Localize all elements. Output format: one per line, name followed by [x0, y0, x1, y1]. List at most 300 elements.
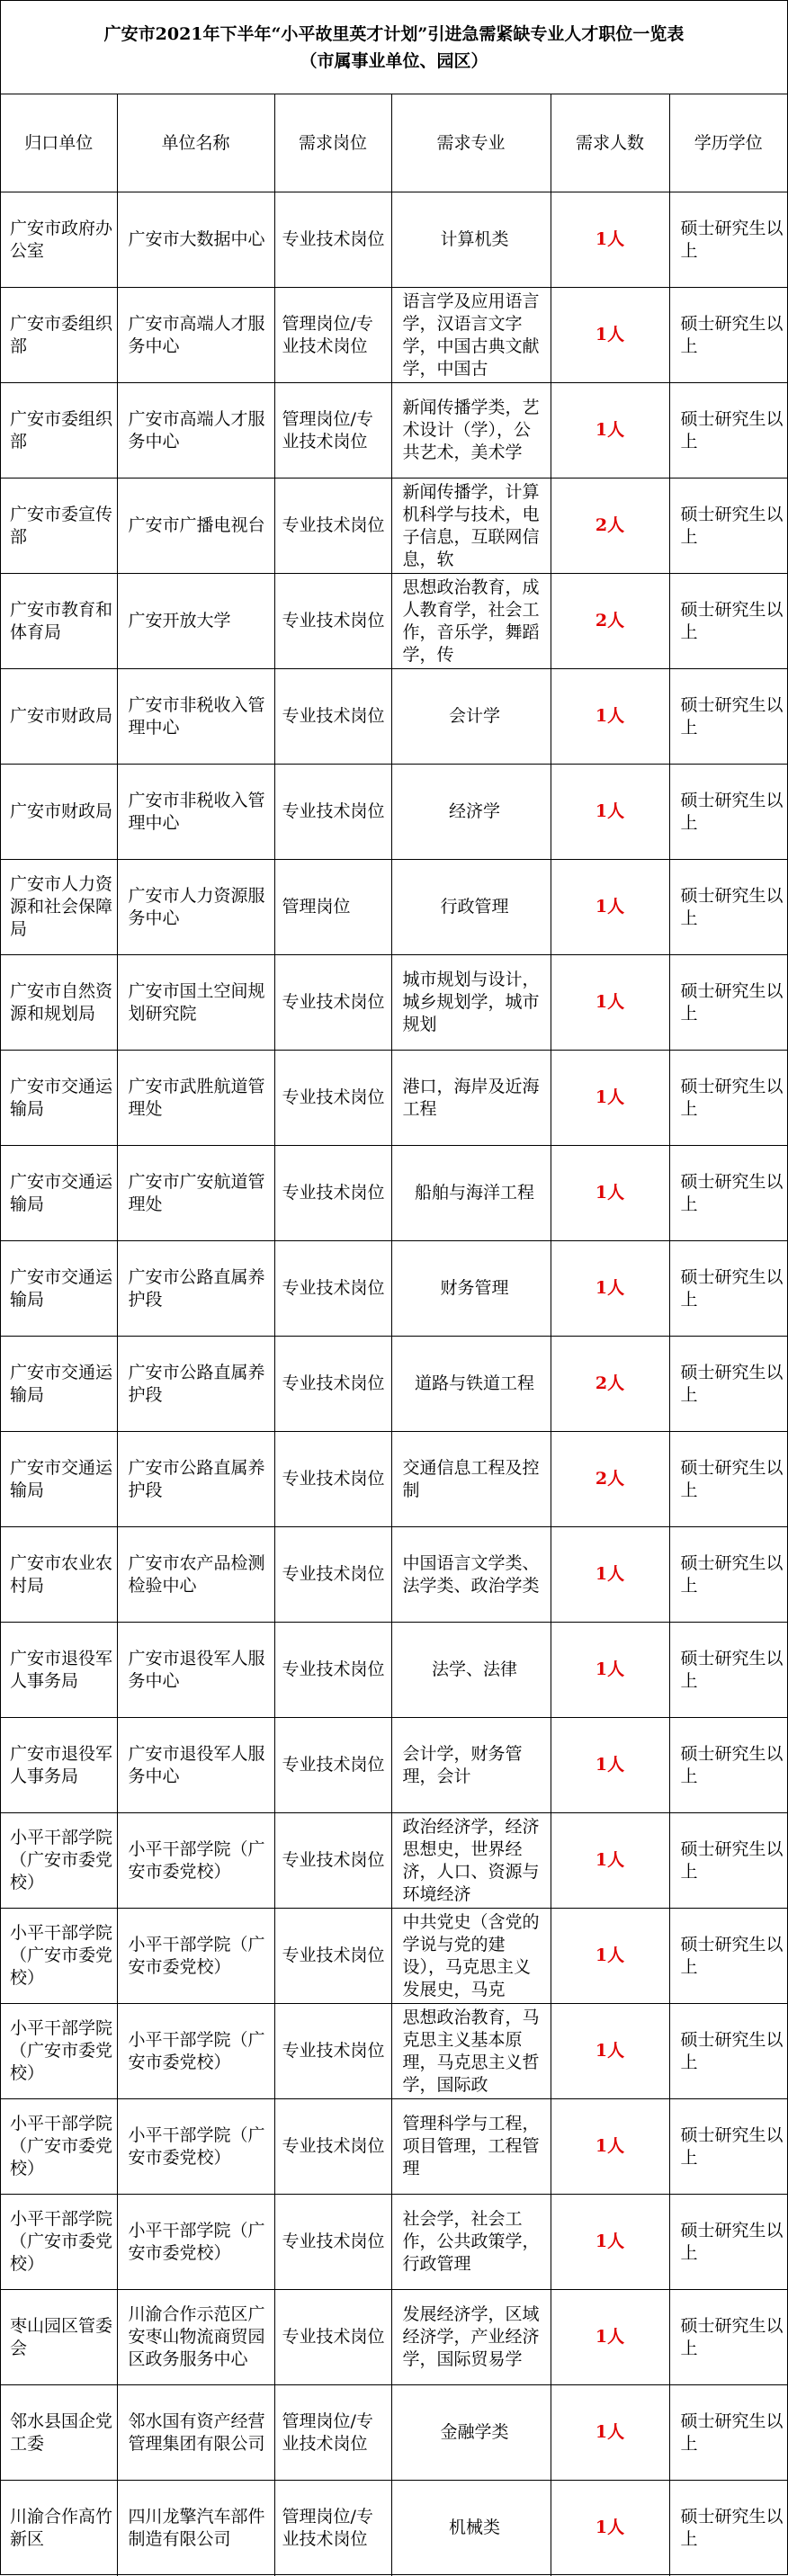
- count-cell-text: 1人: [595, 992, 625, 1012]
- position-cell-text: 专业技术岗位: [282, 229, 385, 249]
- table-row: [1, 2290, 787, 2385]
- major-cell: [391, 1051, 551, 1146]
- count-cell-text: 2人: [595, 515, 625, 535]
- unit-cell: [1, 383, 117, 479]
- count-cell-text: 1人: [595, 1278, 625, 1298]
- major-cell-text: 交通信息工程及控制: [402, 1457, 540, 1500]
- education-cell: [669, 1146, 787, 1241]
- unit-cell-text: 小平干部学院（广安市委党校）: [10, 2018, 113, 2083]
- unit-cell: [1, 574, 117, 669]
- unit-cell-text: 广安市教育和体育局: [10, 599, 113, 642]
- table-row: [1, 1146, 787, 1241]
- unit-name-cell: [117, 1241, 274, 1337]
- education-cell-text: 硕士研究生以上: [680, 1648, 784, 1691]
- education-cell: [669, 2481, 787, 2576]
- count-cell-text: 2人: [595, 1469, 625, 1489]
- unit-name-cell-text: 广安开放大学: [128, 611, 231, 631]
- unit-name-cell-text: 广安市武胜航道管理处: [128, 1076, 265, 1119]
- education-cell-text: 硕士研究生以上: [680, 2411, 784, 2454]
- education-cell: [669, 1718, 787, 1813]
- position-cell-text: 专业技术岗位: [282, 706, 385, 726]
- count-cell-text: 1人: [595, 325, 625, 344]
- count-cell: [551, 2099, 669, 2195]
- count-cell: [551, 2481, 669, 2576]
- education-cell: [669, 765, 787, 860]
- unit-cell-text: 广安市农业农村局: [10, 1552, 113, 1596]
- position-cell: [274, 1146, 391, 1241]
- position-cell: [274, 1813, 391, 1909]
- major-cell-text: 行政管理: [440, 897, 509, 917]
- unit-cell: [1, 955, 117, 1051]
- position-cell-text: 专业技术岗位: [282, 1564, 385, 1584]
- unit-name-cell: [117, 1623, 274, 1718]
- table-row: [1, 479, 787, 574]
- unit-cell: [1, 479, 117, 574]
- unit-cell: [1, 2195, 117, 2290]
- header-cell: 单位名称: [117, 94, 274, 192]
- major-cell-text: 语言学及应用语言学，汉语言文字学，中国古典文献学，中国古: [402, 291, 540, 379]
- major-cell: [391, 2290, 551, 2385]
- count-cell-text: 1人: [595, 2136, 625, 2156]
- position-cell-text: 专业技术岗位: [282, 1755, 385, 1775]
- unit-name-cell: [117, 955, 274, 1051]
- unit-cell-text: 广安市政府办公室: [10, 218, 113, 261]
- major-cell-text: 政治经济学，经济思想史，世界经济，人口、资源与环境经济: [402, 1816, 540, 1904]
- unit-cell: [1, 192, 117, 288]
- position-cell-text: 专业技术岗位: [282, 1469, 385, 1489]
- unit-name-cell-text: 川渝合作示范区广安枣山物流商贸园区政务服务中心: [128, 2304, 265, 2369]
- education-cell-text: 硕士研究生以上: [680, 599, 784, 642]
- position-cell: [274, 1623, 391, 1718]
- education-cell: [669, 479, 787, 574]
- position-cell: [274, 1241, 391, 1337]
- count-cell-text: 1人: [595, 706, 625, 726]
- position-cell-text: 专业技术岗位: [282, 801, 385, 821]
- education-cell-text: 硕士研究生以上: [680, 504, 784, 547]
- major-cell-text: 船舶与海洋工程: [414, 1183, 534, 1203]
- unit-cell-text: 小平干部学院（广安市委党校）: [10, 2209, 113, 2274]
- count-cell-text: 1人: [595, 1659, 625, 1679]
- major-cell: [391, 192, 551, 288]
- unit-name-cell-text: 广安市广安航道管理处: [128, 1171, 265, 1214]
- position-cell-text: 专业技术岗位: [282, 2041, 385, 2061]
- table-row: [1, 860, 787, 955]
- position-cell: [274, 2385, 391, 2481]
- title-line-1: 广安市2021年下半年“小平故里英才计划”引进急需紧缺专业人才职位一览表: [103, 23, 685, 44]
- table-row: [1, 955, 787, 1051]
- count-cell-text: 2人: [595, 611, 625, 631]
- education-cell-text: 硕士研究生以上: [680, 980, 784, 1024]
- unit-cell-text: 广安市人力资源和社会保障局: [10, 874, 113, 939]
- header-cell: 需求岗位: [274, 94, 391, 192]
- position-cell: [274, 2481, 391, 2576]
- education-cell-text: 硕士研究生以上: [680, 1552, 784, 1596]
- major-cell: [391, 1146, 551, 1241]
- education-cell: [669, 1337, 787, 1432]
- count-cell: [551, 383, 669, 479]
- major-cell: [391, 1337, 551, 1432]
- header-row: [1, 94, 787, 192]
- unit-cell: [1, 669, 117, 765]
- unit-name-cell: [117, 669, 274, 765]
- position-cell: [274, 192, 391, 288]
- major-cell-text: 新闻传播学，计算机科学与技术，电子信息，互联网信息，软: [402, 481, 540, 569]
- education-cell: [669, 1432, 787, 1527]
- count-cell-text: 1人: [595, 1564, 625, 1584]
- major-cell: [391, 574, 551, 669]
- unit-cell: [1, 2481, 117, 2576]
- count-cell: [551, 2004, 669, 2099]
- position-cell-text: 专业技术岗位: [282, 1278, 385, 1298]
- table-row: [1, 669, 787, 765]
- count-cell: [551, 1146, 669, 1241]
- education-cell: [669, 1623, 787, 1718]
- unit-name-cell-text: 小平干部学院（广安市委党校）: [128, 2029, 265, 2072]
- count-cell: [551, 574, 669, 669]
- major-cell-text: 港口，海岸及近海工程: [402, 1076, 540, 1119]
- position-cell: [274, 288, 391, 383]
- unit-name-cell-text: 小平干部学院（广安市委党校）: [128, 1934, 265, 1977]
- count-cell-text: 1人: [595, 229, 625, 249]
- unit-name-cell-text: 小平干部学院（广安市委党校）: [128, 2124, 265, 2168]
- count-cell: [551, 2385, 669, 2481]
- unit-name-cell-text: 广安市大数据中心: [128, 229, 265, 249]
- unit-name-cell: [117, 2004, 274, 2099]
- unit-cell: [1, 765, 117, 860]
- count-cell: [551, 860, 669, 955]
- unit-name-cell: [117, 2195, 274, 2290]
- major-cell-text: 社会学，社会工作，公共政策学，行政管理: [402, 2209, 540, 2274]
- header-cell: 需求专业: [391, 94, 551, 192]
- table-row: [1, 2195, 787, 2290]
- unit-name-cell: [117, 860, 274, 955]
- unit-cell: [1, 2099, 117, 2195]
- count-cell-text: 1人: [595, 1755, 625, 1775]
- count-cell-text: 1人: [595, 1087, 625, 1107]
- positions-table: [1, 94, 787, 2576]
- position-cell: [274, 1718, 391, 1813]
- unit-cell: [1, 1432, 117, 1527]
- count-cell-text: 1人: [595, 801, 625, 821]
- position-cell-text: 专业技术岗位: [282, 611, 385, 631]
- major-cell: [391, 479, 551, 574]
- count-cell: [551, 1909, 669, 2004]
- count-cell: [551, 1337, 669, 1432]
- unit-cell-text: 枣山园区管委会: [10, 2315, 113, 2358]
- unit-name-cell: [117, 2481, 274, 2576]
- table-row: [1, 765, 787, 860]
- unit-cell: [1, 2385, 117, 2481]
- position-cell: [274, 1527, 391, 1623]
- position-cell-text: 管理岗位: [282, 897, 351, 917]
- unit-cell: [1, 2290, 117, 2385]
- table-row: [1, 1813, 787, 1909]
- education-cell: [669, 1527, 787, 1623]
- unit-cell: [1, 1623, 117, 1718]
- position-cell-text: 专业技术岗位: [282, 515, 385, 535]
- table-row: [1, 1527, 787, 1623]
- unit-name-cell: [117, 1718, 274, 1813]
- table-row: [1, 1337, 787, 1432]
- unit-name-cell: [117, 1432, 274, 1527]
- header-cell: 学历学位: [669, 94, 787, 192]
- education-cell-text: 硕士研究生以上: [680, 2315, 784, 2358]
- unit-name-cell: [117, 2290, 274, 2385]
- major-cell: [391, 288, 551, 383]
- count-cell: [551, 1527, 669, 1623]
- count-cell-text: 1人: [595, 2327, 625, 2347]
- unit-name-cell-text: 小平干部学院（广安市委党校）: [128, 1838, 265, 1882]
- position-cell: [274, 1909, 391, 2004]
- unit-name-cell: [117, 1909, 274, 2004]
- unit-name-cell-text: 广安市非税收入管理中心: [128, 790, 265, 833]
- major-cell-text: 中共党史（含党的学说与党的建设），马克思主义发展史，马克: [402, 1911, 540, 1999]
- unit-cell: [1, 1718, 117, 1813]
- unit-cell: [1, 1146, 117, 1241]
- major-cell-text: 机械类: [448, 2518, 500, 2538]
- unit-name-cell-text: 广安市退役军人服务中心: [128, 1648, 265, 1691]
- unit-name-cell: [117, 383, 274, 479]
- position-cell-text: 专业技术岗位: [282, 1087, 385, 1107]
- position-cell-text: 专业技术岗位: [282, 1659, 385, 1679]
- major-cell: [391, 2004, 551, 2099]
- major-cell: [391, 383, 551, 479]
- unit-cell-text: 广安市交通运输局: [10, 1171, 113, 1214]
- education-cell: [669, 669, 787, 765]
- major-cell: [391, 1527, 551, 1623]
- unit-name-cell: [117, 1051, 274, 1146]
- unit-name-cell: [117, 1146, 274, 1241]
- major-cell-text: 计算机类: [440, 229, 509, 249]
- education-cell: [669, 2290, 787, 2385]
- unit-cell-text: 广安市交通运输局: [10, 1362, 113, 1405]
- count-cell-text: 1人: [595, 1945, 625, 1965]
- count-cell: [551, 1813, 669, 1909]
- education-cell-text: 硕士研究生以上: [680, 218, 784, 261]
- unit-cell-text: 邻水县国企党工委: [10, 2411, 113, 2454]
- position-cell: [274, 2099, 391, 2195]
- count-cell-text: 1人: [595, 1183, 625, 1203]
- table-row: [1, 2481, 787, 2576]
- count-cell: [551, 765, 669, 860]
- table-row: [1, 574, 787, 669]
- education-cell-text: 硕士研究生以上: [680, 313, 784, 356]
- major-cell: [391, 669, 551, 765]
- unit-name-cell: [117, 288, 274, 383]
- unit-cell: [1, 1527, 117, 1623]
- unit-cell: [1, 1813, 117, 1909]
- table-row: [1, 383, 787, 479]
- unit-name-cell-text: 广安市公路直属养护段: [128, 1266, 265, 1310]
- unit-cell-text: 广安市交通运输局: [10, 1076, 113, 1119]
- unit-name-cell-text: 广安市非税收入管理中心: [128, 694, 265, 738]
- major-cell-text: 经济学: [448, 801, 500, 821]
- education-cell: [669, 1241, 787, 1337]
- unit-cell: [1, 1241, 117, 1337]
- unit-cell-text: 广安市委组织部: [10, 313, 113, 356]
- unit-name-cell-text: 广安市公路直属养护段: [128, 1457, 265, 1500]
- table-row: [1, 1241, 787, 1337]
- unit-cell-text: 广安市财政局: [10, 801, 113, 821]
- education-cell-text: 硕士研究生以上: [680, 790, 784, 833]
- position-cell-text: 专业技术岗位: [282, 2136, 385, 2156]
- education-cell: [669, 1909, 787, 2004]
- table-row: [1, 2385, 787, 2481]
- education-cell: [669, 2004, 787, 2099]
- count-cell-text: 1人: [595, 2518, 625, 2538]
- major-cell-text: 发展经济学，区域经济学，产业经济学，国际贸易学: [402, 2304, 540, 2369]
- major-cell: [391, 1432, 551, 1527]
- major-cell: [391, 2385, 551, 2481]
- count-cell: [551, 1432, 669, 1527]
- unit-cell-text: 广安市退役军人事务局: [10, 1648, 113, 1691]
- major-cell: [391, 1718, 551, 1813]
- major-cell-text: 道路与铁道工程: [414, 1373, 534, 1393]
- unit-name-cell-text: 广安市农产品检测检验中心: [128, 1552, 265, 1596]
- unit-name-cell: [117, 192, 274, 288]
- major-cell: [391, 2481, 551, 2576]
- position-cell: [274, 479, 391, 574]
- major-cell: [391, 860, 551, 955]
- education-cell: [669, 1051, 787, 1146]
- unit-name-cell: [117, 2385, 274, 2481]
- position-cell: [274, 1337, 391, 1432]
- education-cell: [669, 2385, 787, 2481]
- major-cell-text: 财务管理: [440, 1278, 509, 1298]
- count-cell: [551, 288, 669, 383]
- major-cell-text: 新闻传播学类，艺术设计（学），公共艺术，美术学: [402, 398, 540, 462]
- position-cell-text: 专业技术岗位: [282, 2232, 385, 2251]
- major-cell: [391, 1909, 551, 2004]
- major-cell-text: 管理科学与工程，项目管理，工程管理: [402, 2114, 540, 2178]
- education-cell-text: 硕士研究生以上: [680, 1171, 784, 1214]
- education-cell-text: 硕士研究生以上: [680, 2506, 784, 2549]
- major-cell-text: 中国语言文学类、法学类、政治学类: [402, 1552, 540, 1596]
- position-cell: [274, 765, 391, 860]
- major-cell: [391, 2099, 551, 2195]
- education-cell-text: 硕士研究生以上: [680, 885, 784, 928]
- education-cell: [669, 955, 787, 1051]
- table-title: [1, 1, 787, 94]
- count-cell: [551, 955, 669, 1051]
- education-cell-text: 硕士研究生以上: [680, 694, 784, 738]
- major-cell: [391, 765, 551, 860]
- education-cell: [669, 1813, 787, 1909]
- count-cell: [551, 2195, 669, 2290]
- major-cell-text: 会计学，财务管理，会计: [402, 1743, 523, 1786]
- unit-name-cell: [117, 479, 274, 574]
- table-row: [1, 1623, 787, 1718]
- education-cell: [669, 2099, 787, 2195]
- major-cell: [391, 1813, 551, 1909]
- unit-name-cell-text: 邻水国有资产经营管理集团有限公司: [128, 2411, 265, 2454]
- count-cell-text: 1人: [595, 2041, 625, 2061]
- unit-cell-text: 广安市自然资源和规划局: [10, 980, 113, 1024]
- major-cell-text: 金融学类: [440, 2422, 509, 2442]
- header-cell: 归口单位: [1, 94, 117, 192]
- education-cell-text: 硕士研究生以上: [680, 1457, 784, 1500]
- unit-cell: [1, 288, 117, 383]
- major-cell-text: 法学、法律: [431, 1659, 517, 1679]
- position-cell: [274, 860, 391, 955]
- education-cell: [669, 192, 787, 288]
- count-cell: [551, 1051, 669, 1146]
- position-cell: [274, 383, 391, 479]
- education-cell-text: 硕士研究生以上: [680, 2124, 784, 2168]
- table-row: [1, 288, 787, 383]
- count-cell-text: 1人: [595, 2232, 625, 2251]
- major-cell-text: 思想政治教育，马克思主义基本原理，马克思主义哲学，国际政: [402, 2007, 540, 2095]
- unit-cell-text: 广安市委宣传部: [10, 504, 113, 547]
- unit-cell: [1, 1909, 117, 2004]
- position-cell: [274, 574, 391, 669]
- education-cell: [669, 574, 787, 669]
- count-cell-text: 1人: [595, 897, 625, 917]
- major-cell: [391, 2195, 551, 2290]
- major-cell: [391, 955, 551, 1051]
- unit-cell: [1, 1337, 117, 1432]
- major-cell: [391, 1623, 551, 1718]
- unit-name-cell: [117, 574, 274, 669]
- position-cell-text: 专业技术岗位: [282, 1850, 385, 1870]
- table-row: [1, 1051, 787, 1146]
- position-cell: [274, 955, 391, 1051]
- unit-cell-text: 小平干部学院（广安市委党校）: [10, 1828, 113, 1892]
- count-cell: [551, 192, 669, 288]
- unit-name-cell-text: 广安市广播电视台: [128, 515, 265, 535]
- count-cell-text: 1人: [595, 420, 625, 440]
- position-cell: [274, 669, 391, 765]
- unit-name-cell-text: 广安市公路直属养护段: [128, 1362, 265, 1405]
- unit-cell-text: 广安市退役军人事务局: [10, 1743, 113, 1786]
- unit-name-cell: [117, 1813, 274, 1909]
- unit-cell-text: 小平干部学院（广安市委党校）: [10, 1923, 113, 1988]
- unit-name-cell-text: 广安市人力资源服务中心: [128, 885, 265, 928]
- major-cell-text: 会计学: [448, 706, 500, 726]
- unit-name-cell-text: 广安市高端人才服务中心: [128, 313, 265, 356]
- unit-cell-text: 广安市交通运输局: [10, 1457, 113, 1500]
- education-cell-text: 硕士研究生以上: [680, 2029, 784, 2072]
- education-cell-text: 硕士研究生以上: [680, 1934, 784, 1977]
- count-cell: [551, 1623, 669, 1718]
- position-cell: [274, 2290, 391, 2385]
- count-cell: [551, 1241, 669, 1337]
- count-cell: [551, 479, 669, 574]
- education-cell-text: 硕士研究生以上: [680, 1838, 784, 1882]
- table-row: [1, 2004, 787, 2099]
- unit-name-cell: [117, 1527, 274, 1623]
- position-cell-text: 管理岗位/专业技术岗位: [282, 408, 373, 452]
- header-cell: 需求人数: [551, 94, 669, 192]
- education-cell-text: 硕士研究生以上: [680, 1266, 784, 1310]
- education-cell: [669, 2195, 787, 2290]
- position-cell: [274, 2004, 391, 2099]
- education-cell-text: 硕士研究生以上: [680, 1076, 784, 1119]
- education-cell: [669, 860, 787, 955]
- count-cell: [551, 669, 669, 765]
- unit-name-cell-text: 小平干部学院（广安市委党校）: [128, 2220, 265, 2263]
- position-cell-text: 专业技术岗位: [282, 1183, 385, 1203]
- unit-cell: [1, 2004, 117, 2099]
- education-cell: [669, 383, 787, 479]
- unit-cell-text: 广安市交通运输局: [10, 1266, 113, 1310]
- education-cell-text: 硕士研究生以上: [680, 408, 784, 452]
- education-cell-text: 硕士研究生以上: [680, 2220, 784, 2263]
- position-cell-text: 管理岗位/专业技术岗位: [282, 2411, 373, 2454]
- education-cell: [669, 288, 787, 383]
- unit-cell-text: 广安市委组织部: [10, 408, 113, 452]
- count-cell: [551, 2290, 669, 2385]
